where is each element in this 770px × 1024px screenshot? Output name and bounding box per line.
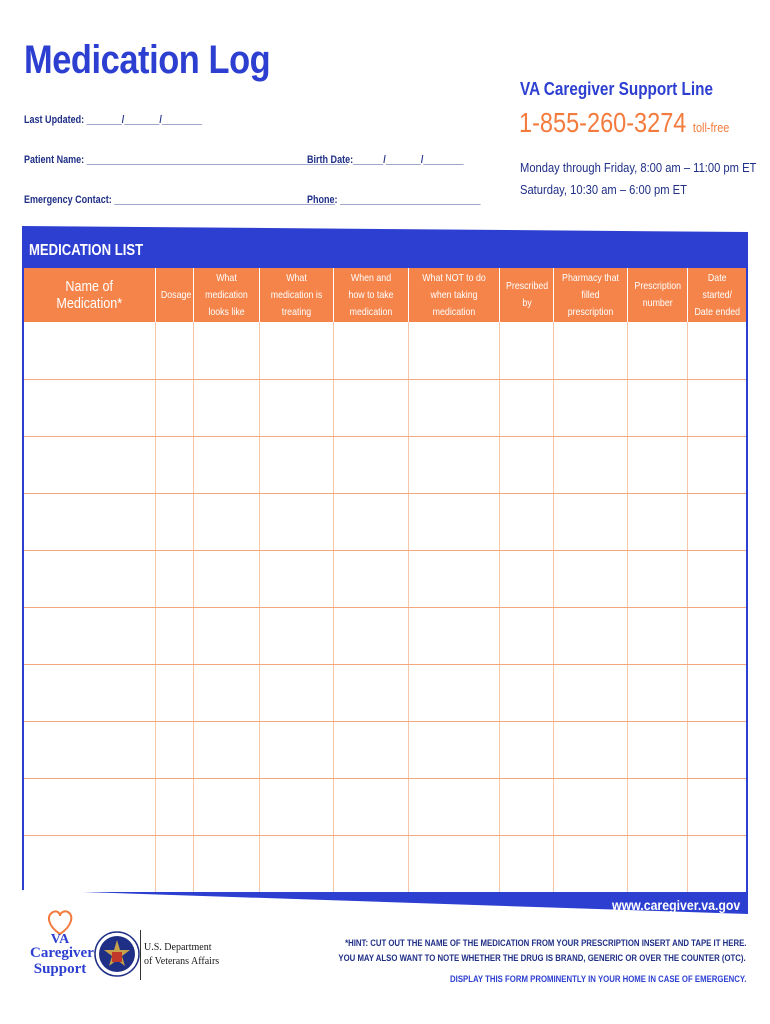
table-cell[interactable] <box>408 607 499 664</box>
table-cell[interactable] <box>499 436 553 493</box>
table-cell[interactable] <box>553 550 627 607</box>
last-updated-field[interactable]: Last Updated: _______/_______/________ <box>24 114 203 126</box>
table-cell[interactable] <box>333 436 408 493</box>
table-cell[interactable] <box>24 550 155 607</box>
table-cell[interactable] <box>553 493 627 550</box>
table-cell[interactable] <box>499 493 553 550</box>
table-cell[interactable] <box>499 322 553 379</box>
support-phone-number <box>519 107 729 139</box>
table-cell[interactable] <box>553 436 627 493</box>
table-row <box>24 778 746 835</box>
logo-line-va: VA <box>50 932 70 947</box>
table-cell[interactable] <box>193 607 259 664</box>
table-cell[interactable] <box>553 721 627 778</box>
table-cell[interactable] <box>408 664 499 721</box>
website-link[interactable]: www.caregiver.va.gov <box>612 897 741 913</box>
table-cell[interactable] <box>155 493 193 550</box>
table-row <box>24 607 746 664</box>
table-cell[interactable] <box>687 493 746 550</box>
table-cell[interactable] <box>553 322 627 379</box>
table-cell[interactable] <box>627 664 687 721</box>
table-cell[interactable] <box>499 835 553 892</box>
table-cell[interactable] <box>499 721 553 778</box>
table-cell[interactable] <box>193 778 259 835</box>
table-row <box>24 322 746 379</box>
toll-free-label: toll-free <box>692 120 730 135</box>
table-cell[interactable] <box>627 379 687 436</box>
table-cell[interactable] <box>24 664 155 721</box>
table-cell[interactable] <box>627 721 687 778</box>
col-header-dosage: Dosage <box>155 268 193 322</box>
table-row <box>24 379 746 436</box>
table-cell[interactable] <box>687 835 746 892</box>
emergency-contact-field[interactable]: Emergency Contact: ____________________________________________ <box>24 194 335 206</box>
support-hours-saturday: Saturday, 10:30 am – 6:00 pm ET <box>520 182 687 197</box>
logo-line-caregiver: Caregiver <box>30 945 94 961</box>
table-cell[interactable] <box>24 436 155 493</box>
table-cell[interactable] <box>193 664 259 721</box>
medication-list-title: MEDICATION LIST <box>29 242 144 259</box>
table-cell[interactable] <box>24 607 155 664</box>
table-cell[interactable] <box>553 778 627 835</box>
table-cell[interactable] <box>627 493 687 550</box>
table-cell[interactable] <box>333 835 408 892</box>
table-cell[interactable] <box>155 607 193 664</box>
col-header-pharmacy: Pharmacy that filled prescription <box>553 268 627 322</box>
va-department-name <box>144 941 219 969</box>
table-cell[interactable] <box>155 322 193 379</box>
support-number: 1-855-260-3274 <box>519 107 687 138</box>
table-cell[interactable] <box>193 721 259 778</box>
table-cell[interactable] <box>408 379 499 436</box>
table-cell[interactable] <box>193 493 259 550</box>
table-row <box>24 664 746 721</box>
table-cell[interactable] <box>155 379 193 436</box>
table-row <box>24 721 746 778</box>
table-row <box>24 835 746 892</box>
table-cell[interactable] <box>333 493 408 550</box>
table-cell[interactable] <box>499 379 553 436</box>
table-cell[interactable] <box>259 721 333 778</box>
table-header-row <box>24 268 746 322</box>
table-cell[interactable] <box>408 835 499 892</box>
table-cell[interactable] <box>627 778 687 835</box>
medication-table <box>24 268 746 892</box>
table-cell[interactable] <box>259 493 333 550</box>
table-row <box>24 493 746 550</box>
va-seal-icon <box>94 924 140 984</box>
col-header-prescribed-by: Prescribed by <box>499 268 553 322</box>
table-cell[interactable] <box>193 322 259 379</box>
table-cell[interactable] <box>333 322 408 379</box>
dept-line-2: of Veterans Affairs <box>144 956 220 967</box>
dept-line-1: U.S. Department <box>144 942 212 953</box>
table-cell[interactable] <box>553 664 627 721</box>
col-header-treating: What medication is treating <box>259 268 333 322</box>
table-cell[interactable] <box>627 436 687 493</box>
table-cell[interactable] <box>408 721 499 778</box>
table-cell[interactable] <box>259 379 333 436</box>
table-cell[interactable] <box>155 550 193 607</box>
table-cell[interactable] <box>333 721 408 778</box>
table-cell[interactable] <box>193 550 259 607</box>
col-header-dates: Date started/ Date ended <box>687 268 746 322</box>
table-cell[interactable] <box>193 436 259 493</box>
table-cell[interactable] <box>408 436 499 493</box>
table-cell[interactable] <box>687 322 746 379</box>
col-header-when-how: When and how to take medication <box>333 268 408 322</box>
table-cell[interactable] <box>259 835 333 892</box>
table-cell[interactable] <box>553 379 627 436</box>
table-cell[interactable] <box>408 493 499 550</box>
table-cell[interactable] <box>155 778 193 835</box>
table-cell[interactable] <box>627 550 687 607</box>
hint-line-1: *HINT: CUT OUT THE NAME OF THE MEDICATION FROM YOUR PRESCRIPTION INSERT AND TAPE IT HERE. <box>344 938 746 949</box>
table-cell[interactable] <box>259 664 333 721</box>
table-cell[interactable] <box>499 607 553 664</box>
table-cell[interactable] <box>687 664 746 721</box>
table-cell[interactable] <box>24 379 155 436</box>
logo-divider <box>140 930 141 980</box>
phone-field[interactable]: Phone: ____________________________ <box>307 194 481 206</box>
table-cell[interactable] <box>259 607 333 664</box>
logo-line-support: Support <box>33 961 87 977</box>
table-cell[interactable] <box>155 835 193 892</box>
hint-line-2: YOU MAY ALSO WANT TO NOTE WHETHER THE DRUG IS BRAND, GENERIC OR OVER THE COUNTER (OTC). <box>338 953 746 964</box>
table-cell[interactable] <box>687 607 746 664</box>
birth-date-field[interactable]: Birth Date:______/_______/________ <box>307 154 464 166</box>
table-cell[interactable] <box>259 550 333 607</box>
table-cell[interactable] <box>259 322 333 379</box>
table-cell[interactable] <box>24 493 155 550</box>
col-header-rx-number: Prescription number <box>627 268 687 322</box>
table-cell[interactable] <box>553 835 627 892</box>
support-line-title: VA Caregiver Support Line <box>520 79 713 99</box>
table-cell[interactable] <box>627 607 687 664</box>
table-cell[interactable] <box>687 550 746 607</box>
table-cell[interactable] <box>627 835 687 892</box>
table-row <box>24 436 746 493</box>
table-cell[interactable] <box>499 550 553 607</box>
table-cell[interactable] <box>24 835 155 892</box>
table-cell[interactable] <box>687 778 746 835</box>
table-cell[interactable] <box>193 835 259 892</box>
table-cell[interactable] <box>333 550 408 607</box>
patient-name-field[interactable]: Patient Name: ____________________________________________________ <box>24 154 348 166</box>
table-cell[interactable] <box>155 721 193 778</box>
table-cell[interactable] <box>333 778 408 835</box>
table-cell[interactable] <box>627 322 687 379</box>
table-cell[interactable] <box>408 778 499 835</box>
col-header-what-not: What NOT to do when taking medication <box>408 268 499 322</box>
table-cell[interactable] <box>24 322 155 379</box>
table-cell[interactable] <box>408 550 499 607</box>
va-caregiver-support-logo <box>30 908 94 984</box>
table-cell[interactable] <box>155 436 193 493</box>
table-cell[interactable] <box>24 721 155 778</box>
table-cell[interactable] <box>687 436 746 493</box>
col-header-name: Name of Medication* <box>24 268 155 322</box>
table-cell[interactable] <box>687 721 746 778</box>
table-cell[interactable] <box>333 607 408 664</box>
table-cell[interactable] <box>259 436 333 493</box>
table-cell[interactable] <box>408 322 499 379</box>
page-title: Medication Log <box>24 38 271 82</box>
table-cell[interactable] <box>553 607 627 664</box>
table-cell[interactable] <box>193 379 259 436</box>
table-cell[interactable] <box>687 379 746 436</box>
support-hours-weekday: Monday through Friday, 8:00 am – 11:00 pm ET <box>520 160 757 175</box>
table-cell[interactable] <box>24 778 155 835</box>
table-cell[interactable] <box>333 379 408 436</box>
col-header-looks-like: What medication looks like <box>193 268 259 322</box>
table-cell[interactable] <box>499 664 553 721</box>
table-cell[interactable] <box>499 778 553 835</box>
table-cell[interactable] <box>259 778 333 835</box>
table-cell[interactable] <box>333 664 408 721</box>
hint-line-3: DISPLAY THIS FORM PROMINENTLY IN YOUR HOME IN CASE OF EMERGENCY. <box>449 974 746 985</box>
table-cell[interactable] <box>155 664 193 721</box>
medication-table-body <box>24 322 746 892</box>
table-row <box>24 550 746 607</box>
